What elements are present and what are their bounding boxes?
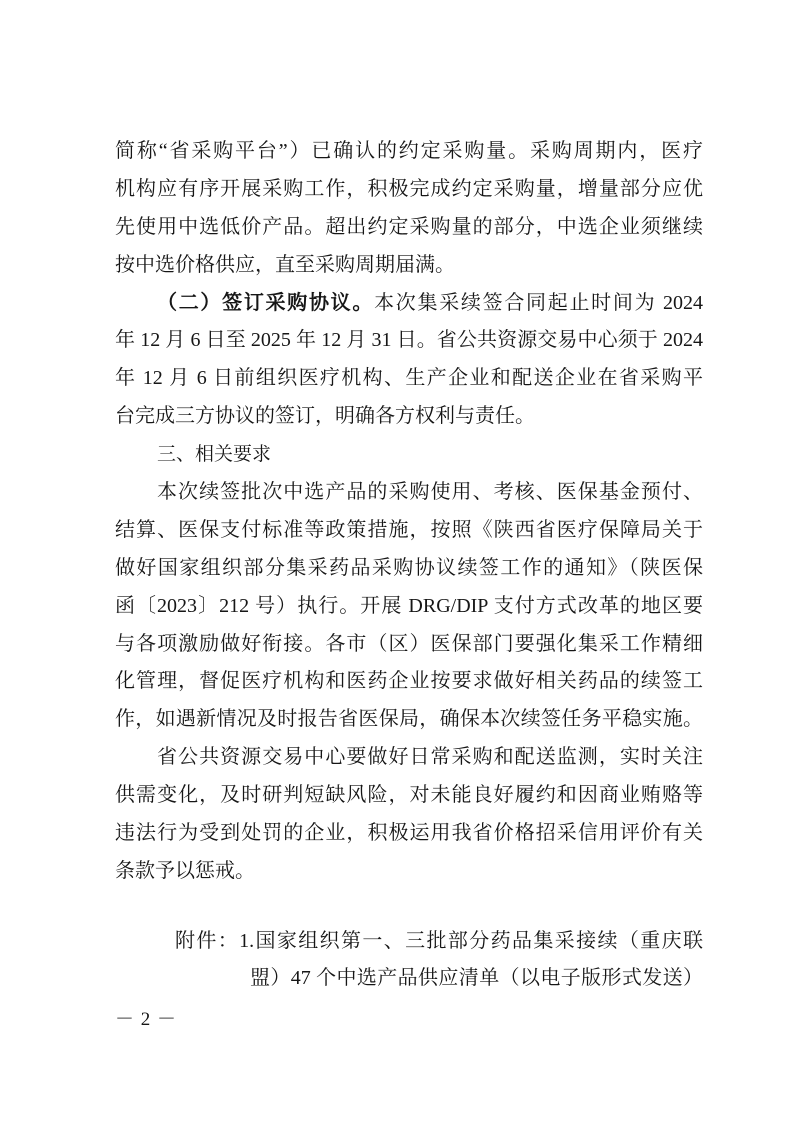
paragraph-line: 作，如遇新情况及时报告省医保局，确保本次续签任务平稳实施。 xyxy=(115,708,703,731)
paragraph-line: 函〔2023〕212 号）执行。开展 DRG/DIP 支付方式改革的地区要 xyxy=(115,594,703,617)
paragraph-line: 供需变化，及时研判短缺风险，对未能良好履约和因商业贿赂等 xyxy=(115,784,703,807)
paragraph-line: 年 12 月 6 日至 2025 年 12 月 31 日。省公共资源交易中心须于 2024 xyxy=(115,329,703,352)
page-number: － 2 － xyxy=(115,1009,178,1030)
paragraph-line: 做好国家组织部分集采药品采购协议续签工作的通知》（陕医保 xyxy=(115,556,703,579)
section-heading-line xyxy=(115,436,703,474)
attachment-item-line: 附件：1.国家组织第一、三批部分药品集采接续（重庆联 xyxy=(175,930,703,952)
paragraph-line: 年 12 月 6 日前组织医疗机构、生产企业和配送企业在省采购平 xyxy=(115,367,703,390)
paragraph-line: 本次续签批次中选产品的采购使用、考核、医保基金预付、 xyxy=(157,481,703,504)
paragraph-line: 按中选价格供应，直至采购周期届满。 xyxy=(115,253,455,276)
paragraph-text: 本次集采续签合同起止时间为 2024 xyxy=(374,291,703,314)
section-heading: 三、相关要求 xyxy=(157,443,272,466)
subsection-lead-line xyxy=(115,285,703,323)
paragraph-line: 违法行为受到处罚的企业，积极运用我省价格招采信用评价有关 xyxy=(115,822,703,845)
paragraph-line: 机构应有序开展采购工作，积极完成约定采购量，增量部分应优 xyxy=(115,177,703,200)
paragraph-line: 先使用中选低价产品。超出约定采购量的部分，中选企业须继续 xyxy=(115,215,703,238)
paragraph-line: 与各项激励做好衔接。各市（区）医保部门要强化集采工作精细 xyxy=(115,632,703,655)
document-body xyxy=(115,133,703,891)
paragraph-line: 条款予以惩戒。 xyxy=(115,859,255,882)
paragraph-line: 简称“省采购平台”）已确认的约定采购量。采购周期内，医疗 xyxy=(115,140,703,162)
paragraph-line: 结算、医保支付标准等政策措施，按照《陕西省医疗保障局关于 xyxy=(115,518,703,541)
paragraph-line: 化管理，督促医疗机构和医药企业按要求做好相关药品的续签工 xyxy=(115,670,703,693)
subsection-title: （二）签订采购协议。 xyxy=(157,291,375,314)
attachment-item-line: 盟）47 个中选产品供应清单（以电子版形式发送） xyxy=(250,967,703,989)
paragraph-line: 省公共资源交易中心要做好日常采购和配送监测，实时关注 xyxy=(157,746,703,769)
paragraph-line: 台完成三方协议的签订，明确各方权利与责任。 xyxy=(115,405,535,428)
attachment-list xyxy=(175,923,703,997)
